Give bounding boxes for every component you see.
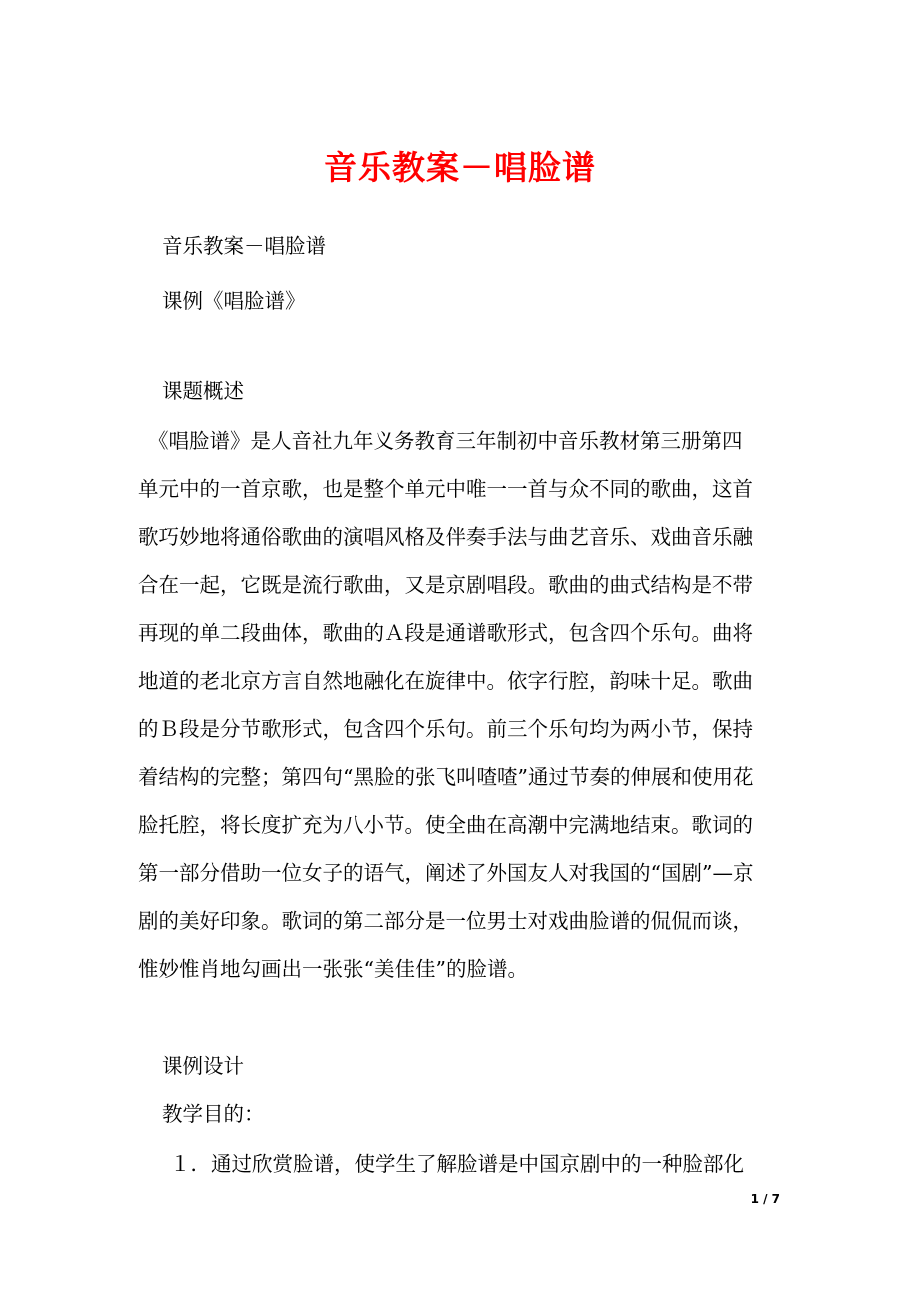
section-heading-overview: 课题概述 [162, 379, 244, 403]
document-title: 音乐教案－唱脸谱 [324, 148, 596, 187]
paragraph-line: 《唱脸谱》是人音社九年义务教育三年制初中音乐教材第三册第四 [148, 429, 743, 453]
paragraph-line: 着结构的完整；第四句“黑脸的张飞叫喳喳”通过节奏的伸展和使用花 [138, 765, 754, 789]
paragraph-line: 第一部分借助一位女子的语气，阐述了外国友人对我国的“国剧”—京 [138, 861, 754, 885]
paragraph-line: 的Ｂ段是分节歌形式，包含四个乐句。前三个乐句均为两小节，保持 [138, 717, 753, 741]
paragraph-line: 地道的老北京方言自然地融化在旋律中。依字行腔，韵味十足。歌曲 [138, 669, 753, 693]
paragraph-line: 歌巧妙地将通俗歌曲的演唱风格及伴奏手法与曲艺音乐、戏曲音乐融 [138, 525, 753, 549]
section-heading-design: 课例设计 [162, 1054, 244, 1078]
lesson-name: 课例《唱脸谱》 [162, 289, 306, 313]
objective-item: １．通过欣赏脸谱，使学生了解脸谱是中国京剧中的一种脸部化 [170, 1152, 744, 1176]
subtitle: 音乐教案－唱脸谱 [162, 234, 326, 258]
paragraph-line: 脸托腔，将长度扩充为八小节。使全曲在高潮中完满地结束。歌词的 [138, 813, 753, 837]
paragraph-line: 剧的美好印象。歌词的第二部分是一位男士对戏曲脸谱的侃侃而谈， [138, 909, 753, 933]
paragraph-line: 单元中的一首京歌，也是整个单元中唯一一首与众不同的歌曲，这首 [138, 477, 753, 501]
paragraph-line: 合在一起，它既是流行歌曲，又是京剧唱段。歌曲的曲式结构是不带 [138, 573, 753, 597]
paragraph-line: 再现的单二段曲体，歌曲的Ａ段是通谱歌形式，包含四个乐句。曲将 [138, 621, 753, 645]
paragraph-line: 惟妙惟肖地勾画出一张张“美佳佳”的脸谱。 [138, 957, 528, 981]
objectives-label: 教学目的： [162, 1102, 265, 1126]
page-number: 1 / 7 [750, 1192, 780, 1206]
